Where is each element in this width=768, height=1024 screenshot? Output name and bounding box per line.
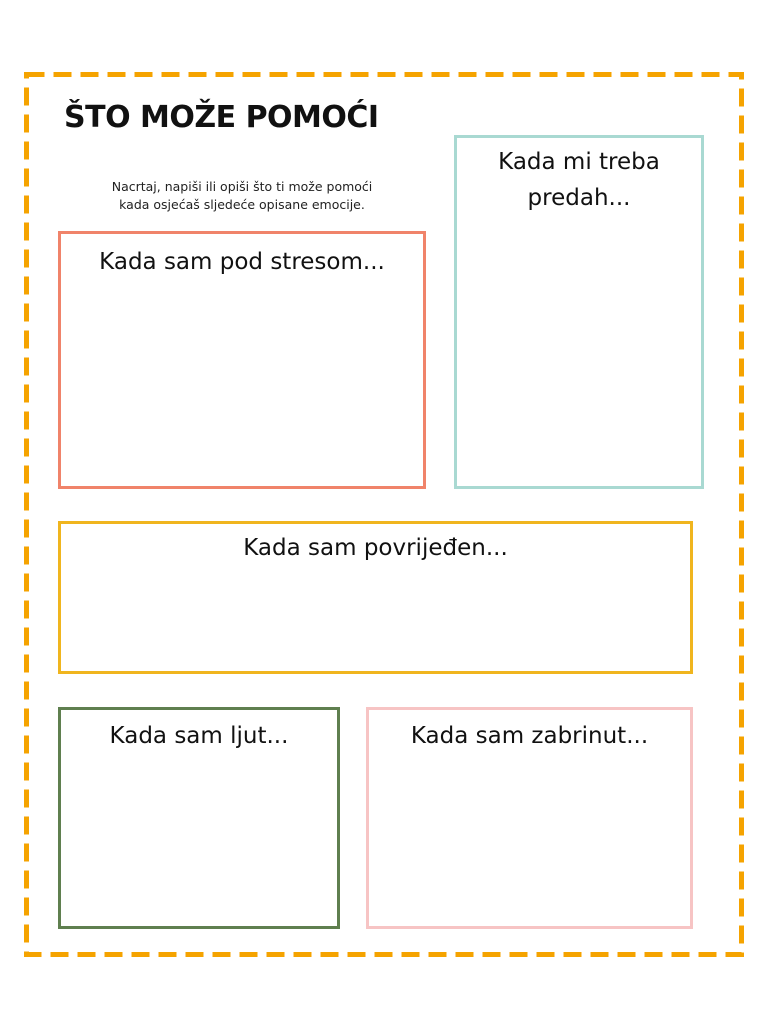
box-stress-label: Kada sam pod stresom... [99,249,385,275]
box-angry-label: Kada sam ljut... [109,723,289,749]
instructions-line-2: kada osjećaš sljedeće opisane emocije. [119,197,365,212]
box-worry[interactable] [366,707,693,929]
box-break-label-line-1: Kada mi treba [498,149,660,175]
box-break[interactable] [454,135,704,489]
box-break-label-line-2: predah... [527,185,631,211]
instructions-line-1: Nacrtaj, napiši ili opiši što ti može pomoći [111,179,373,194]
box-angry[interactable] [58,707,340,929]
instructions-text [70,178,414,214]
page-title: ŠTO MOŽE POMOĆI [64,100,379,135]
box-stress[interactable] [58,231,426,489]
box-worry-label: Kada sam zabrinut... [410,723,649,749]
box-break-label [457,138,701,216]
box-hurt[interactable] [58,521,693,674]
box-hurt-label: Kada sam povrijeđen... [243,535,508,561]
